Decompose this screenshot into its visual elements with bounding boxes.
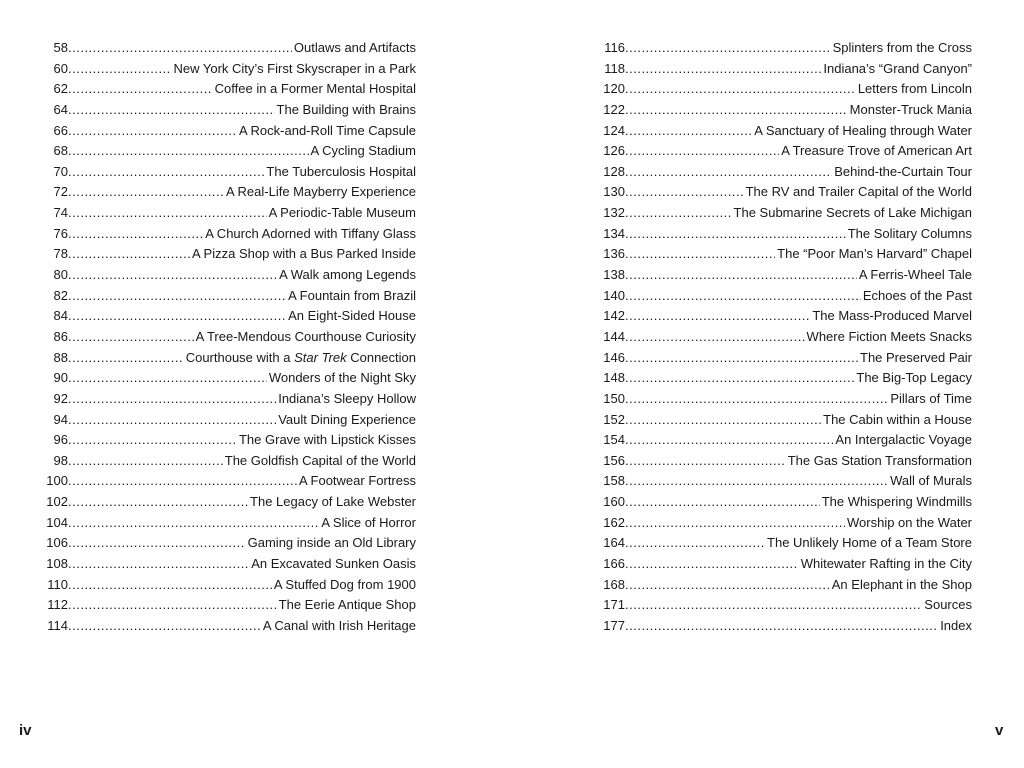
toc-entry xyxy=(44,389,416,410)
toc-title-prefix: Courthouse with a xyxy=(185,349,295,365)
toc-entry-title: New York City’s First Skyscraper in a Park xyxy=(173,60,416,76)
toc-page-number: 132 xyxy=(603,205,625,221)
toc-page-number: 104 xyxy=(46,514,68,530)
toc-entry xyxy=(598,121,972,142)
toc-dot-leader xyxy=(68,492,248,513)
toc-dot-leader xyxy=(68,244,190,265)
toc-entry-title: A Slice of Horror xyxy=(321,514,416,530)
toc-entry-title: The Goldfish Capital of the World xyxy=(224,452,416,468)
toc-page-number: 146 xyxy=(603,349,625,365)
toc-entry xyxy=(598,430,972,451)
toc-entry xyxy=(44,162,416,183)
toc-entry-title: An Eight-Sided House xyxy=(288,308,416,324)
toc-dot-leader xyxy=(625,451,786,472)
toc-page-number: 128 xyxy=(603,163,625,179)
toc-dot-leader xyxy=(625,286,861,307)
toc-dot-leader xyxy=(625,616,938,637)
toc-dot-leader xyxy=(625,389,888,410)
toc-page-number: 150 xyxy=(603,390,625,406)
toc-dot-leader xyxy=(68,616,261,637)
toc-entry-title: The Legacy of Lake Webster xyxy=(250,494,416,510)
toc-page-number: 76 xyxy=(53,225,68,241)
toc-page-number: 88 xyxy=(53,349,68,365)
toc-page-number: 158 xyxy=(603,473,625,489)
toc-entry-title: Pillars of Time xyxy=(890,390,972,406)
toc-entry-title: Index xyxy=(940,617,972,633)
toc-dot-leader xyxy=(68,327,194,348)
toc-page-number: 152 xyxy=(603,411,625,427)
toc-entry xyxy=(44,224,416,245)
toc-dot-leader xyxy=(625,410,821,431)
toc-page-number: 162 xyxy=(603,514,625,530)
toc-page-number: 166 xyxy=(603,556,625,572)
toc-page-number: 148 xyxy=(603,370,625,386)
toc-entry xyxy=(598,182,972,203)
toc-entry xyxy=(598,100,972,121)
toc-entry-title: Vault Dining Experience xyxy=(278,411,416,427)
toc-page-number: 66 xyxy=(53,122,68,138)
toc-page-number: 160 xyxy=(603,494,625,510)
toc-dot-leader xyxy=(68,141,309,162)
toc-page-number: 156 xyxy=(603,452,625,468)
toc-entry xyxy=(44,121,416,142)
toc-entry-title: The Cabin within a House xyxy=(823,411,972,427)
toc-entry-title: Splinters from the Cross xyxy=(832,40,972,55)
toc-dot-leader xyxy=(625,513,845,534)
toc-dot-leader xyxy=(625,100,848,121)
toc-entry xyxy=(44,265,416,286)
toc-page-number: 98 xyxy=(53,452,68,468)
toc-dot-leader xyxy=(68,59,172,80)
toc-entry xyxy=(598,471,972,492)
toc-entry-title: Indiana’s “Grand Canyon” xyxy=(823,60,972,76)
toc-dot-leader xyxy=(625,471,888,492)
toc-entry-title: A Pizza Shop with a Bus Parked Inside xyxy=(191,246,416,262)
toc-entry-title: A Rock-and-Roll Time Capsule xyxy=(238,122,416,138)
toc-page-number: 90 xyxy=(53,370,68,386)
toc-dot-leader xyxy=(625,38,831,59)
toc-entry-title: An Intergalactic Voyage xyxy=(835,432,972,448)
toc-page-number: 96 xyxy=(53,432,68,448)
toc-page-number: 114 xyxy=(47,617,68,633)
toc-page-number: 142 xyxy=(603,308,625,324)
toc-entry-title xyxy=(186,348,416,369)
toc-dot-leader xyxy=(68,471,297,492)
toc-dot-leader xyxy=(68,224,203,245)
toc-entry-title: The Submarine Secrets of Lake Michigan xyxy=(733,205,972,221)
toc-page-number: 124 xyxy=(603,122,625,138)
toc-page-number: 68 xyxy=(53,143,68,159)
toc-page-number: 108 xyxy=(46,556,68,572)
toc-entry-title: A Tree-Mendous Courthouse Curiosity xyxy=(195,328,416,344)
toc-entry-title: The Preserved Pair xyxy=(860,349,972,365)
toc-entry-title: Coffee in a Former Mental Hospital xyxy=(214,81,416,97)
toc-title-italic: Star Trek xyxy=(294,349,347,365)
toc-page-number: 116 xyxy=(604,40,625,55)
toc-dot-leader xyxy=(625,533,765,554)
toc-dot-leader xyxy=(68,38,292,59)
toc-entry xyxy=(44,410,416,431)
toc-entry-title: Outlaws and Artifacts xyxy=(293,40,416,55)
toc-dot-leader xyxy=(68,595,277,616)
toc-entry-title: The Gas Station Transformation xyxy=(787,452,972,468)
toc-entry xyxy=(598,203,972,224)
toc-entry xyxy=(44,79,416,100)
toc-dot-leader xyxy=(625,162,832,183)
toc-entry-title: A Real-Life Mayberry Experience xyxy=(225,184,416,200)
toc-entry-title: Letters from Lincoln xyxy=(857,81,972,97)
toc-entry-title: The RV and Trailer Capital of the World xyxy=(745,184,972,200)
toc-entry-title: The Big-Top Legacy xyxy=(856,370,972,386)
toc-page-number: 177 xyxy=(603,617,625,633)
toc-entry-title: The Tuberculosis Hospital xyxy=(266,163,416,179)
toc-entry-title: A Cycling Stadium xyxy=(310,143,416,159)
toc-entry xyxy=(44,513,416,534)
toc-entry-title: The Building with Brains xyxy=(276,101,416,117)
toc-entry-title: The Solitary Columns xyxy=(847,225,972,241)
toc-dot-leader xyxy=(625,203,732,224)
toc-entry xyxy=(44,182,416,203)
toc-entry-title: A Treasure Trove of American Art xyxy=(781,143,972,159)
toc-dot-leader xyxy=(625,79,856,100)
toc-entry-title: Echoes of the Past xyxy=(862,287,972,303)
toc-dot-leader xyxy=(68,554,249,575)
toc-entry-title: Wonders of the Night Sky xyxy=(268,370,416,386)
toc-page-number: 136 xyxy=(603,246,625,262)
toc-entry-title: Indiana’s Sleepy Hollow xyxy=(278,390,416,406)
toc-entry xyxy=(44,533,416,554)
toc-dot-leader xyxy=(68,575,272,596)
toc-dot-leader xyxy=(68,410,276,431)
toc-page-number: 134 xyxy=(603,225,625,241)
toc-entry xyxy=(44,430,416,451)
toc-entry-title: An Excavated Sunken Oasis xyxy=(251,556,416,572)
toc-entry-title: Behind-the-Curtain Tour xyxy=(834,163,972,179)
toc-entry-title: A Walk among Legends xyxy=(279,267,416,283)
toc-dot-leader xyxy=(68,368,267,389)
toc-dot-leader xyxy=(625,368,854,389)
toc-page-number: 126 xyxy=(603,143,625,159)
toc-dot-leader xyxy=(625,265,857,286)
toc-dot-leader xyxy=(625,224,846,245)
toc-entry xyxy=(598,327,972,348)
toc-entry xyxy=(44,368,416,389)
toc-entry xyxy=(598,79,972,100)
toc-entry xyxy=(598,286,972,307)
toc-entry-title: The Whispering Windmills xyxy=(821,494,972,510)
toc-page-number: 138 xyxy=(603,267,625,283)
toc-dot-leader xyxy=(625,306,810,327)
toc-entry-title: A Canal with Irish Heritage xyxy=(262,617,416,633)
toc-right-column xyxy=(598,38,972,637)
toc-entry-title: An Elephant in the Shop xyxy=(831,576,972,592)
toc-page-number: 140 xyxy=(603,287,625,303)
toc-entry xyxy=(598,616,972,637)
toc-entry xyxy=(44,59,416,80)
toc-entry xyxy=(598,554,972,575)
toc-dot-leader xyxy=(625,121,752,142)
toc-dot-leader xyxy=(68,348,184,369)
toc-entry xyxy=(44,141,416,162)
toc-page-number: 92 xyxy=(53,390,68,406)
toc-entry xyxy=(44,286,416,307)
toc-entry xyxy=(44,348,416,369)
toc-entry-title: Monster-Truck Mania xyxy=(849,101,972,117)
toc-page-number: 164 xyxy=(603,535,625,551)
toc-page-number: 60 xyxy=(53,60,68,76)
toc-entry-title: The Unlikely Home of a Team Store xyxy=(767,535,972,551)
toc-entry-title: Gaming inside an Old Library xyxy=(247,535,416,551)
toc-page-number: 120 xyxy=(603,81,625,97)
toc-entry xyxy=(598,533,972,554)
toc-entry xyxy=(598,492,972,513)
toc-entry xyxy=(44,203,416,224)
toc-entry xyxy=(598,451,972,472)
toc-page-number: 70 xyxy=(53,163,68,179)
toc-page-number: 80 xyxy=(53,267,68,283)
toc-dot-leader xyxy=(625,327,805,348)
toc-page-number: 82 xyxy=(53,287,68,303)
toc-entry xyxy=(598,389,972,410)
toc-entry xyxy=(598,348,972,369)
toc-entry-title: Sources xyxy=(924,597,972,613)
toc-entry xyxy=(598,162,972,183)
toc-dot-leader xyxy=(625,182,744,203)
toc-entry-title: Where Fiction Meets Snacks xyxy=(806,328,972,344)
toc-entry xyxy=(598,410,972,431)
toc-entry xyxy=(44,100,416,121)
toc-page-number: 122 xyxy=(603,101,625,117)
toc-dot-leader xyxy=(625,575,830,596)
toc-entry-title: The Mass-Produced Marvel xyxy=(812,308,972,324)
toc-entry xyxy=(598,513,972,534)
toc-entry xyxy=(44,38,416,59)
toc-entry xyxy=(44,306,416,327)
toc-entry-title: The Grave with Lipstick Kisses xyxy=(238,432,416,448)
toc-dot-leader xyxy=(68,203,267,224)
toc-dot-leader xyxy=(625,554,799,575)
toc-entry xyxy=(44,327,416,348)
toc-entry xyxy=(44,575,416,596)
toc-dot-leader xyxy=(68,286,286,307)
toc-entry xyxy=(598,265,972,286)
toc-page-number: 154 xyxy=(603,432,625,448)
toc-entry xyxy=(598,38,972,59)
toc-page-number: 144 xyxy=(603,328,625,344)
toc-dot-leader xyxy=(625,430,833,451)
toc-entry xyxy=(44,616,416,637)
toc-entry-title: A Ferris-Wheel Tale xyxy=(858,267,972,283)
toc-dot-leader xyxy=(625,348,858,369)
toc-dot-leader xyxy=(68,430,237,451)
toc-entry xyxy=(44,244,416,265)
toc-page-number: 112 xyxy=(47,597,68,613)
toc-entry-title: Wall of Murals xyxy=(890,473,972,489)
toc-entry-title: Worship on the Water xyxy=(847,514,972,530)
toc-page-number: 62 xyxy=(53,81,68,97)
toc-entry-title: A Church Adorned with Tiffany Glass xyxy=(205,225,416,241)
toc-page-number: 94 xyxy=(53,411,68,427)
toc-page-number: 102 xyxy=(46,494,68,510)
toc-entry xyxy=(598,575,972,596)
toc-dot-leader xyxy=(625,141,779,162)
toc-dot-leader xyxy=(68,79,213,100)
toc-page-number: 78 xyxy=(53,246,68,262)
toc-entry xyxy=(598,141,972,162)
toc-dot-leader xyxy=(625,59,821,80)
toc-entry xyxy=(598,224,972,245)
toc-page-number: 64 xyxy=(53,101,68,117)
toc-entry xyxy=(44,451,416,472)
toc-entry xyxy=(598,595,972,616)
toc-page-number: 130 xyxy=(603,184,625,200)
toc-dot-leader xyxy=(68,306,286,327)
toc-dot-leader xyxy=(68,162,264,183)
toc-dot-leader xyxy=(68,533,246,554)
toc-page-number: 86 xyxy=(53,328,68,344)
toc-entry-title: A Footwear Fortress xyxy=(298,473,416,489)
toc-entry-title: A Stuffed Dog from 1900 xyxy=(273,576,416,592)
toc-dot-leader xyxy=(68,389,276,410)
toc-page-number: 106 xyxy=(46,535,68,551)
toc-dot-leader xyxy=(68,451,223,472)
toc-entry xyxy=(598,244,972,265)
toc-dot-leader xyxy=(625,492,820,513)
toc-entry-title: A Periodic-Table Museum xyxy=(268,205,416,221)
toc-dot-leader xyxy=(68,100,275,121)
toc-entry xyxy=(44,492,416,513)
toc-page-number: 74 xyxy=(53,205,68,221)
toc-page-number: 171 xyxy=(603,597,625,613)
toc-page-number: 72 xyxy=(53,184,68,200)
toc-entry xyxy=(598,306,972,327)
toc-page-number: 168 xyxy=(603,576,625,592)
toc-entry xyxy=(44,471,416,492)
toc-entry-title: A Fountain from Brazil xyxy=(288,287,416,303)
toc-entry-title: The “Poor Man’s Harvard” Chapel xyxy=(777,246,972,262)
toc-entry-title: Whitewater Rafting in the City xyxy=(800,556,972,572)
toc-dot-leader xyxy=(68,182,224,203)
toc-page-number: 84 xyxy=(53,308,68,324)
toc-entry xyxy=(598,368,972,389)
page-folio-left: iv xyxy=(19,722,32,739)
toc-page-number: 118 xyxy=(604,60,625,76)
toc-dot-leader xyxy=(68,513,319,534)
toc-dot-leader xyxy=(68,121,237,142)
toc-entry xyxy=(44,595,416,616)
toc-entry xyxy=(598,59,972,80)
toc-page-number: 100 xyxy=(46,473,68,489)
toc-dot-leader xyxy=(68,265,277,286)
toc-dot-leader xyxy=(625,595,922,616)
toc-dot-leader xyxy=(625,244,775,265)
toc-title-suffix: Connection xyxy=(346,349,416,365)
toc-entry-title: A Sanctuary of Healing through Water xyxy=(754,122,972,138)
toc-page-number: 58 xyxy=(53,40,68,55)
toc-entry-title: The Eerie Antique Shop xyxy=(278,597,416,613)
toc-page-number: 110 xyxy=(47,576,68,592)
page-folio-right: v xyxy=(995,722,1004,739)
toc-left-column xyxy=(44,38,416,637)
toc-entry xyxy=(44,554,416,575)
